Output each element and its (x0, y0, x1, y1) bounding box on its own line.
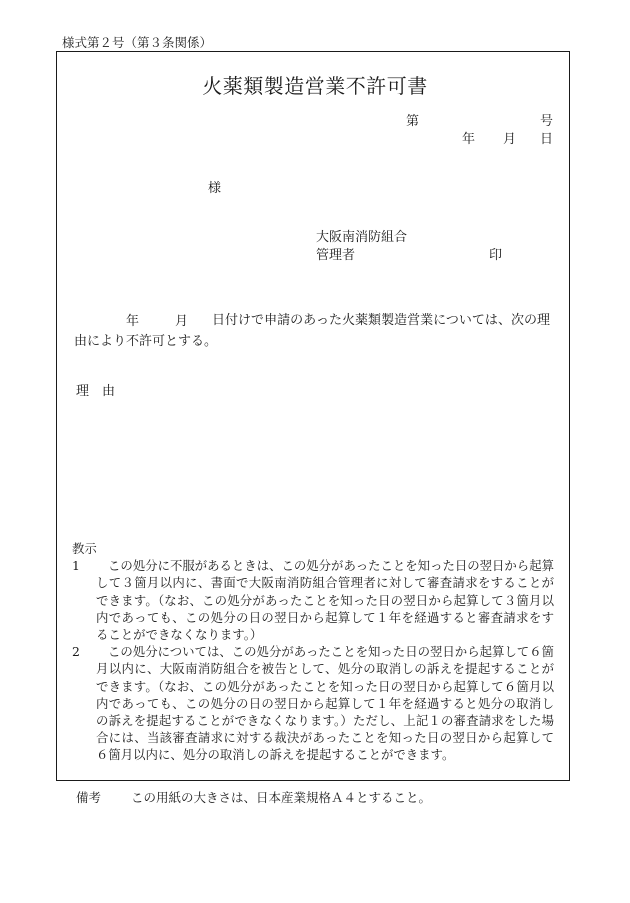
date-month: 月 (503, 132, 517, 147)
notice-item-number: 1 (72, 558, 80, 574)
notice-item-number: 2 (72, 644, 80, 660)
remarks-label: 備考 (76, 790, 102, 805)
date-year: 年 (462, 132, 476, 147)
number-suffix: 号 (540, 114, 554, 129)
remarks-text: この用紙の大きさは、日本産業規格Ａ４とすること。 (131, 790, 432, 805)
document-title: 火薬類製造営業不許可書 (202, 74, 428, 98)
body-year: 年 (126, 314, 140, 329)
addressee-suffix: 様 (208, 181, 222, 196)
notice-item (72, 643, 554, 763)
notice-item-text: この処分については、この処分があったことを知った日の翌日から起算して６箇月以内に、大阪南消防組合を被告として、処分の取消しの訴えを提起することができます。（なお、この処分があったことを知った日の翌日から起算して６箇月以内であっても、この処分の日の翌日から起算して１年を経過すると処分の取消しの訴えを提起することができなくなります。）ただし、上記１の審査請求をした場合には、当該審査請求に対する裁決があったことを知った日の翌日から起算して６箇月以内に、処分の取消しの訴えを提起することができます。 (96, 644, 554, 763)
seal-mark: 印 (489, 248, 503, 263)
notice-heading: 教示 (72, 541, 97, 556)
body-month: 月 (175, 314, 189, 329)
remarks (76, 788, 431, 806)
reason-heading: 理 由 (76, 384, 116, 399)
issuer-organization: 大阪南消防組合 (316, 230, 408, 245)
notice-section (72, 540, 554, 764)
date-day: 日 (540, 132, 554, 147)
notice-item-text: この処分に不服があるときは、この処分があったことを知った日の翌日から起算して３箇月以内に、書面で大阪南消防組合管理者に対して審査請求をすることができます。（なお、この処分があったことを知った日の翌日から起算して３箇月以内であっても、この処分の日の翌日から起算して１年を経過すると審査請求をすることができなくなります。） (96, 558, 554, 643)
issuer-role: 管理者 (316, 248, 356, 263)
number-prefix: 第 (406, 114, 420, 129)
form-number-label: 様式第２号（第３条関係） (62, 35, 213, 50)
notice-item (72, 557, 554, 643)
body-text: 日付けで申請のあった火薬類製造営業については、次の理由により不許可とする。 (74, 313, 550, 349)
